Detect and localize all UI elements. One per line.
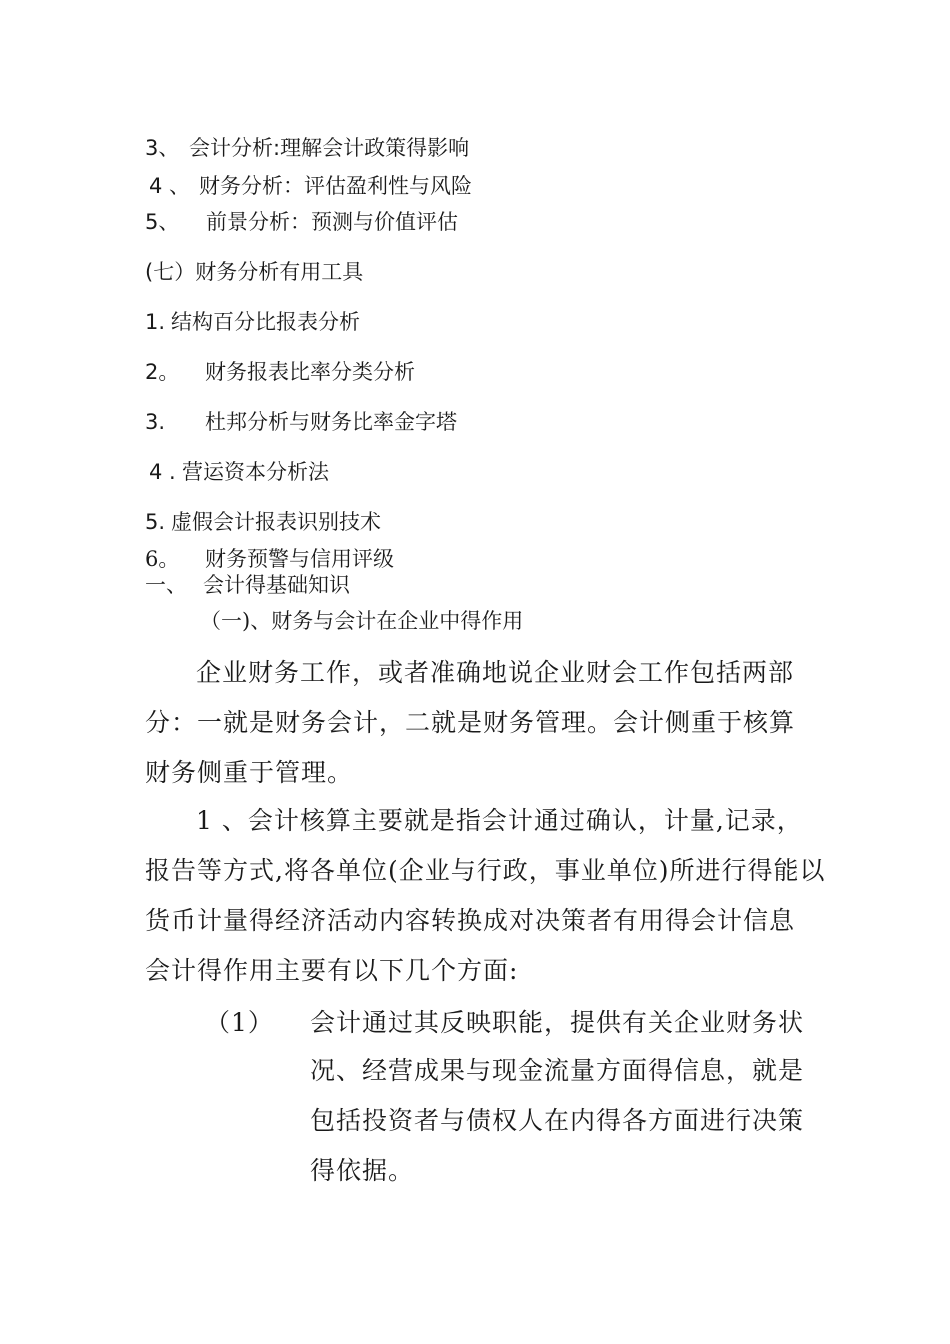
list-item-line: 会计通过其反映职能，提供有关企业财务状 [310,1008,805,1037]
tool-item: 5. 虚假会计报表识别技术 [145,510,381,534]
list-item-line: 包括投资者与债权人在内得各方面进行决策 [310,1106,805,1135]
analysis-step: 4 、 财务分析：评估盈利性与风险 [149,174,472,198]
paragraph-line: 企业财务工作，或者准确地说企业财会工作包括两部 [196,658,795,687]
analysis-step: 5、 前景分析：预测与价值评估 [145,210,458,234]
list-item-line: 得依据。 [310,1156,415,1185]
tools-heading: (七）财务分析有用工具 [145,260,364,284]
subsection-heading: （一)、财务与会计在企业中得作用 [200,609,524,633]
paragraph-line: 分：一就是财务会计，二就是财务管理。会计侧重于核算 [145,708,796,737]
paragraph-line: 货币计量得经济活动内容转换成对决策者有用得会计信息 [145,906,796,935]
tool-item: 3. 杜邦分析与财务比率金字塔 [145,410,457,434]
paragraph-line: 报告等方式,将各单位(企业与行政，事业单位)所进行得能以 [145,856,826,885]
paragraph-line: 1 、会计核算主要就是指会计通过确认，计量,记录， [196,806,803,835]
tool-item: 1. 结构百分比报表分析 [145,310,360,334]
tool-item: 4 . 营运资本分析法 [149,460,329,484]
section-heading: 一、 会计得基础知识 [145,573,350,597]
analysis-step: 3、 会计分析:理解会计政策得影响 [145,136,470,160]
tool-item: 2。 财务报表比率分类分析 [145,360,415,384]
list-item-number: （1） [205,1008,274,1037]
tool-item: 6。 财务预警与信用评级 [145,547,394,571]
paragraph-line: 会计得作用主要有以下几个方面: [145,956,519,985]
list-item-line: 况、经营成果与现金流量方面得信息，就是 [310,1056,805,1085]
paragraph-line: 财务侧重于管理。 [145,758,354,787]
